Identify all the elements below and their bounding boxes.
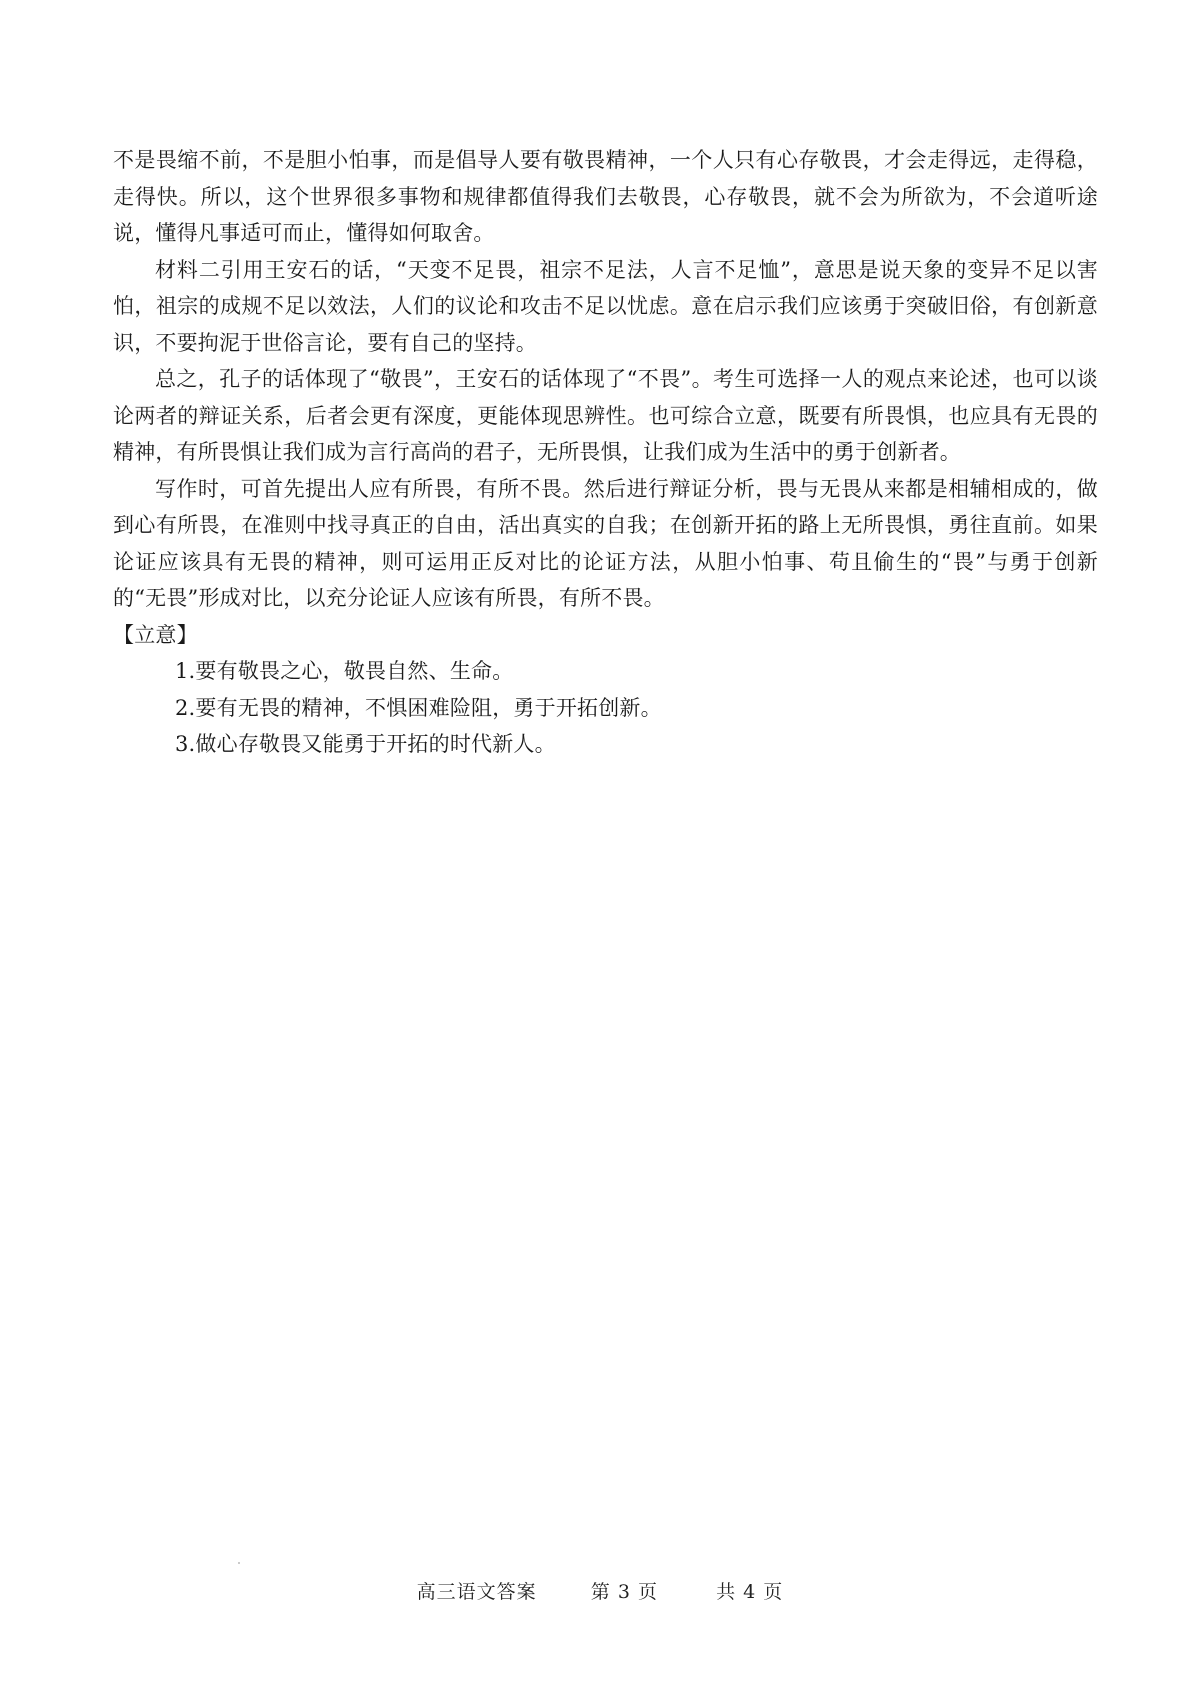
- answer-body: [113, 142, 1098, 763]
- list-item: 1.要有敬畏之心，敬畏自然、生命。: [175, 659, 514, 683]
- paragraph-continuation: 不是畏缩不前，不是胆小怕事，而是倡导人要有敬畏精神，一个人只有心存敬畏，才会走得远，走得稳，走得快。所以，这个世界很多事物和规律都值得我们去敬畏，心存敬畏，就不会为所欲为，不会道听途说，懂得凡事适可而止，懂得如何取舍。: [113, 148, 1098, 245]
- footer-subject: 高三语文答案: [416, 1581, 537, 1603]
- paragraph-summary: 总之，孔子的话体现了“敬畏”，王安石的话体现了“不畏”。考生可选择一人的观点来论述，也可以谈论两者的辩证关系，后者会更有深度，更能体现思辨性。也可综合立意，既要有所畏惧，也应具有无畏的精神，有所畏惧让我们成为言行高尚的君子，无所畏惧，让我们成为生活中的勇于创新者。: [113, 367, 1098, 464]
- theme-points-list: [113, 653, 1098, 763]
- paragraph-writing-advice: 写作时，可首先提出人应有所畏，有所不畏。然后进行辩证分析，畏与无畏从来都是相辅相成的，做到心有所畏，在准则中找寻真正的自由，活出真实的自我；在创新开拓的路上无所畏惧，勇往直前。如果论证应该具有无畏的精神，则可运用正反对比的论证方法，从胆小怕事、苟且偷生的“畏”与勇于创新的“无畏”形成对比，以充分论证人应该有所畏，有所不畏。: [113, 476, 1098, 610]
- list-item: 2.要有无畏的精神，不惧困难险阻，勇于开拓创新。: [175, 695, 662, 720]
- list-item: 3.做心存敬畏又能勇于开拓的时代新人。: [175, 732, 556, 756]
- footer-total-suffix: 页: [763, 1581, 784, 1603]
- paragraph-material-two: 材料二引用王安石的话，“天变不足畏，祖宗不足法，人言不足恤”，意思是说天象的变异不足以害怕，祖宗的成规不足以效法，人们的议论和攻击不足以忧虑。意在启示我们应该勇于突破旧俗，有创新意识，不要拘泥于世俗言论，要有自己的坚持。: [113, 257, 1098, 355]
- footer-total-pages: 4: [743, 1581, 757, 1603]
- scan-speck: [238, 1562, 240, 1564]
- footer-total-prefix: 共: [716, 1581, 737, 1603]
- section-heading-theme: 【立意】: [113, 622, 198, 647]
- page-footer: [0, 1577, 1200, 1604]
- footer-page-prefix: 第: [590, 1581, 611, 1603]
- footer-page-number: 3: [617, 1581, 631, 1603]
- footer-page-suffix: 页: [637, 1581, 658, 1603]
